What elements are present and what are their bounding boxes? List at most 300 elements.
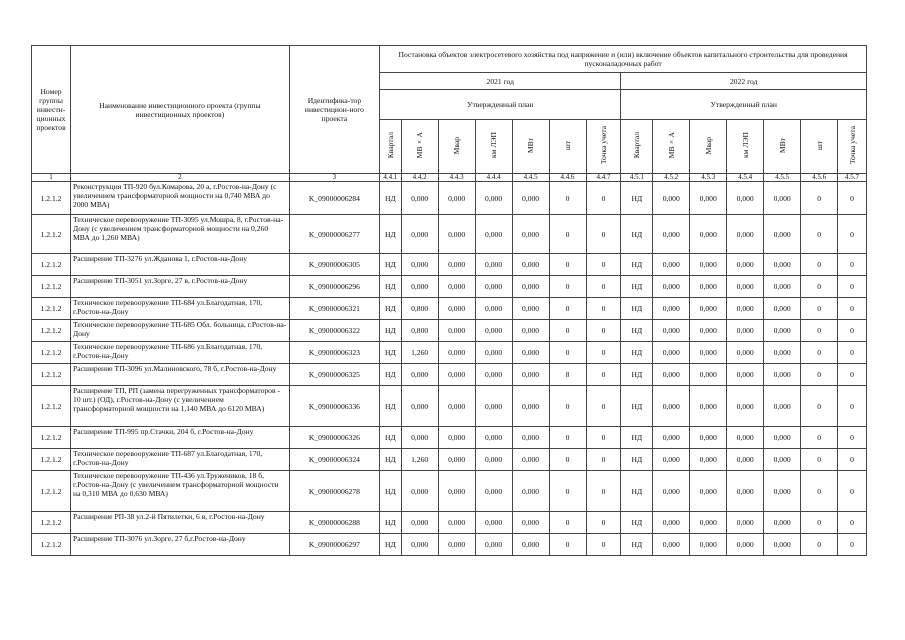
value-cell: 0,000 xyxy=(653,298,690,320)
project-name-cell: Реконструкция ТП-920 бул.Комарова, 20 а, г.Ростов-на-Дону (с увеличением трансформаторной мощности на 0,740 МВА до 2000 МВА) xyxy=(71,182,290,215)
value-cell: 0 xyxy=(801,342,838,364)
column-number: 4.4.3 xyxy=(438,174,475,182)
value-cell: 0,000 xyxy=(653,364,690,386)
value-cell: 0,000 xyxy=(727,512,764,534)
header-subcolumn xyxy=(380,120,402,174)
value-cell: 0 xyxy=(838,215,867,254)
value-cell: 0 xyxy=(549,215,586,254)
value-cell: 0,000 xyxy=(764,471,801,512)
value-cell: 0,000 xyxy=(690,534,727,556)
value-cell: НД xyxy=(621,298,653,320)
header-subcolumn xyxy=(512,120,549,174)
value-cell: 0,000 xyxy=(512,254,549,276)
value-cell: 0,000 xyxy=(475,512,512,534)
value-cell: НД xyxy=(621,254,653,276)
value-cell: 0,000 xyxy=(512,342,549,364)
group-number-cell: 1.2.1.2 xyxy=(32,254,71,276)
value-cell: 0,000 xyxy=(475,534,512,556)
table-row xyxy=(32,364,867,386)
value-cell: 0,000 xyxy=(401,512,438,534)
value-cell: 0,000 xyxy=(401,364,438,386)
column-number: 4.5.4 xyxy=(727,174,764,182)
value-cell: 0,000 xyxy=(653,320,690,342)
value-cell: 0 xyxy=(586,276,621,298)
value-cell: 0,000 xyxy=(653,512,690,534)
value-cell: 0,000 xyxy=(727,182,764,215)
group-number-cell: 1.2.1.2 xyxy=(32,449,71,471)
value-cell: НД xyxy=(380,364,402,386)
investment-table xyxy=(31,45,867,556)
value-cell: 0,000 xyxy=(653,254,690,276)
header-subcolumn-label: МВ×А xyxy=(666,132,676,159)
project-id-cell: K_09000006336 xyxy=(289,386,379,427)
header-subcolumn-label: км ЛЭП xyxy=(740,132,750,159)
value-cell: НД xyxy=(380,320,402,342)
value-cell: 0,000 xyxy=(438,386,475,427)
value-cell: 0,000 xyxy=(438,471,475,512)
value-cell: 0,000 xyxy=(727,320,764,342)
value-cell: 0,000 xyxy=(475,298,512,320)
value-cell: 0 xyxy=(586,320,621,342)
value-cell: 0 xyxy=(586,534,621,556)
value-cell: 0,000 xyxy=(764,298,801,320)
value-cell: 0,000 xyxy=(690,342,727,364)
value-cell: 1,260 xyxy=(401,449,438,471)
value-cell: 0,000 xyxy=(475,342,512,364)
value-cell: 0,000 xyxy=(512,276,549,298)
value-cell: 0,000 xyxy=(475,471,512,512)
value-cell: 0,000 xyxy=(653,534,690,556)
group-number-cell: 1.2.1.2 xyxy=(32,364,71,386)
value-cell: 0 xyxy=(838,298,867,320)
project-id-cell: K_09000006277 xyxy=(289,215,379,254)
project-name-cell: Техническое перевооружение ТП-686 ул.Благодатная, 170, г.Ростов-на-Дону xyxy=(71,342,290,364)
value-cell: НД xyxy=(621,276,653,298)
project-id-cell: K_09000006324 xyxy=(289,449,379,471)
value-cell: 0 xyxy=(549,386,586,427)
project-name-cell: Техническое перевооружение ТП-684 ул.Благодатная, 170, г.Ростов-на-Дону xyxy=(71,298,290,320)
header-subcolumn xyxy=(764,120,801,174)
value-cell: 0,000 xyxy=(653,427,690,449)
header-subcolumn xyxy=(549,120,586,174)
value-cell: 0 xyxy=(838,182,867,215)
value-cell: 0,000 xyxy=(401,254,438,276)
header-subcolumn-label: Точка учета xyxy=(847,126,857,165)
value-cell: 0 xyxy=(549,298,586,320)
value-cell: 0,000 xyxy=(475,386,512,427)
value-cell: НД xyxy=(380,386,402,427)
value-cell: 0 xyxy=(549,471,586,512)
value-cell: 0 xyxy=(586,298,621,320)
value-cell: 0,000 xyxy=(764,427,801,449)
value-cell: 0,000 xyxy=(690,427,727,449)
value-cell: 0,000 xyxy=(438,276,475,298)
column-number: 4.5.3 xyxy=(690,174,727,182)
value-cell: НД xyxy=(621,215,653,254)
project-name-cell: Техническое перевооружение ТП-436 ул.Тружеников, 18 б, г.Ростов-на-Дону (с увеличением трансформаторной мощности на 0,310 МВА до 0,630 МВА) xyxy=(71,471,290,512)
project-name-cell: Расширение ТП, РП (замена перегруженных трансформаторов - 10 шт.) (ОД), г.Ростов-на-Дону (с увеличением трансформаторной мощности на 1,140 МВА до 6120 МВА) xyxy=(71,386,290,427)
header-subcolumn xyxy=(801,120,838,174)
table-row xyxy=(32,534,867,556)
value-cell: НД xyxy=(621,342,653,364)
value-cell: 0 xyxy=(549,276,586,298)
table-header xyxy=(32,46,867,174)
value-cell: 0,000 xyxy=(690,215,727,254)
header-main-title: Постановка объектов электросетевого хозяйства под напряжение и (или) включение объектов капитального строительства для проведения пусконаладочных работ xyxy=(380,46,867,73)
value-cell: 0 xyxy=(801,276,838,298)
value-cell: НД xyxy=(380,298,402,320)
header-subcolumn xyxy=(475,120,512,174)
value-cell: НД xyxy=(621,320,653,342)
value-cell: 0,000 xyxy=(764,512,801,534)
value-cell: 0,000 xyxy=(727,364,764,386)
column-number: 4.4.2 xyxy=(401,174,438,182)
value-cell: 0 xyxy=(549,182,586,215)
value-cell: 0,000 xyxy=(764,254,801,276)
header-plan-2021: Утвержденный план xyxy=(380,90,621,120)
value-cell: 0,000 xyxy=(475,427,512,449)
value-cell: 0,000 xyxy=(727,254,764,276)
group-number-cell: 1.2.1.2 xyxy=(32,427,71,449)
value-cell: НД xyxy=(380,182,402,215)
value-cell: 0 xyxy=(801,427,838,449)
value-cell: 0,000 xyxy=(690,386,727,427)
value-cell: 0,000 xyxy=(727,215,764,254)
value-cell: 0 xyxy=(549,534,586,556)
project-id-cell: K_09000006297 xyxy=(289,534,379,556)
value-cell: 0 xyxy=(838,386,867,427)
value-cell: 0,000 xyxy=(438,449,475,471)
value-cell: 0,000 xyxy=(512,298,549,320)
value-cell: 0 xyxy=(801,320,838,342)
header-subcolumn xyxy=(727,120,764,174)
header-subcolumn-label: Мвар xyxy=(703,136,713,155)
value-cell: 0 xyxy=(549,427,586,449)
value-cell: НД xyxy=(621,512,653,534)
value-cell: 0,000 xyxy=(727,471,764,512)
value-cell: 0,000 xyxy=(764,276,801,298)
value-cell: 0,000 xyxy=(764,449,801,471)
value-cell: 0,000 xyxy=(764,182,801,215)
project-id-cell: K_09000006284 xyxy=(289,182,379,215)
project-id-cell: K_09000006305 xyxy=(289,254,379,276)
value-cell: 0 xyxy=(801,449,838,471)
value-cell: 0,000 xyxy=(438,427,475,449)
group-number-cell: 1.2.1.2 xyxy=(32,320,71,342)
value-cell: 1,260 xyxy=(401,342,438,364)
value-cell: НД xyxy=(621,386,653,427)
group-number-cell: 1.2.1.2 xyxy=(32,276,71,298)
value-cell: 0,000 xyxy=(653,449,690,471)
table-row xyxy=(32,182,867,215)
header-subcolumn xyxy=(690,120,727,174)
value-cell: 0 xyxy=(549,254,586,276)
value-cell: НД xyxy=(621,449,653,471)
table-row xyxy=(32,298,867,320)
value-cell: 0,000 xyxy=(727,427,764,449)
column-number-row xyxy=(32,174,867,182)
header-subcolumn xyxy=(621,120,653,174)
table-row xyxy=(32,254,867,276)
table-row xyxy=(32,427,867,449)
value-cell: 0,000 xyxy=(690,512,727,534)
value-cell: 0,000 xyxy=(438,298,475,320)
value-cell: 0,000 xyxy=(727,534,764,556)
value-cell: 0,000 xyxy=(475,449,512,471)
column-number: 2 xyxy=(71,174,290,182)
column-number: 4.4.4 xyxy=(475,174,512,182)
header-plan-2022: Утвержденный план xyxy=(621,90,867,120)
value-cell: 0,800 xyxy=(401,298,438,320)
column-number: 4.5.7 xyxy=(838,174,867,182)
value-cell: 0,000 xyxy=(438,534,475,556)
value-cell: 0 xyxy=(801,215,838,254)
value-cell: 0 xyxy=(586,364,621,386)
group-number-cell: 1.2.1.2 xyxy=(32,215,71,254)
value-cell: 0,000 xyxy=(438,512,475,534)
table-row xyxy=(32,449,867,471)
value-cell: 0 xyxy=(586,386,621,427)
project-id-cell: K_09000006325 xyxy=(289,364,379,386)
group-number-cell: 1.2.1.2 xyxy=(32,534,71,556)
table-row xyxy=(32,342,867,364)
column-number: 4.4.6 xyxy=(549,174,586,182)
header-subcolumn xyxy=(438,120,475,174)
value-cell: НД xyxy=(380,534,402,556)
value-cell: 8 xyxy=(549,364,586,386)
group-number-cell: 1.2.1.2 xyxy=(32,182,71,215)
value-cell: 0 xyxy=(549,512,586,534)
project-id-cell: K_09000006278 xyxy=(289,471,379,512)
value-cell: 0,000 xyxy=(438,320,475,342)
value-cell: 0 xyxy=(586,215,621,254)
project-name-cell: Расширение ТП-3076 ул.Зорге, 27 б,г.Ростов-на-Дону xyxy=(71,534,290,556)
value-cell: 0 xyxy=(586,471,621,512)
value-cell: 0 xyxy=(801,386,838,427)
value-cell: 0,000 xyxy=(438,254,475,276)
value-cell: НД xyxy=(621,427,653,449)
value-cell: НД xyxy=(380,449,402,471)
value-cell: 0,000 xyxy=(512,512,549,534)
value-cell: 0,000 xyxy=(690,449,727,471)
header-subcolumn-label: МВт xyxy=(526,137,536,154)
value-cell: НД xyxy=(621,364,653,386)
header-group-number: Номер группы инвести-ционных проектов xyxy=(32,46,71,174)
value-cell: НД xyxy=(380,215,402,254)
value-cell: 0,000 xyxy=(764,320,801,342)
header-subcolumn xyxy=(401,120,438,174)
column-number: 4.4.7 xyxy=(586,174,621,182)
value-cell: 0,000 xyxy=(475,276,512,298)
project-name-cell: Расширение ТП-3051 ул.Зорге, 27 в, г.Ростов-на-Дону xyxy=(71,276,290,298)
value-cell: 0 xyxy=(586,342,621,364)
column-number: 4.4.5 xyxy=(512,174,549,182)
value-cell: 0 xyxy=(838,276,867,298)
header-subcolumn-label: Мвар xyxy=(452,136,462,155)
value-cell: 0 xyxy=(549,320,586,342)
value-cell: 0 xyxy=(801,364,838,386)
value-cell: 0 xyxy=(838,427,867,449)
table-row xyxy=(32,276,867,298)
header-identifier: Идентифика-тор инвестицион-ного проекта xyxy=(289,46,379,174)
value-cell: 0,000 xyxy=(764,215,801,254)
table-row xyxy=(32,215,867,254)
value-cell: 0 xyxy=(838,342,867,364)
value-cell: 0,000 xyxy=(764,364,801,386)
value-cell: 0,000 xyxy=(438,182,475,215)
header-subcolumn-label: Точка учета xyxy=(598,126,608,165)
column-number: 4.5.6 xyxy=(801,174,838,182)
header-year-2022: 2022 год xyxy=(621,73,867,90)
column-number: 3 xyxy=(289,174,379,182)
value-cell: НД xyxy=(621,534,653,556)
group-number-cell: 1.2.1.2 xyxy=(32,298,71,320)
header-subcolumn-label: МВ×А xyxy=(415,132,425,159)
value-cell: 0,000 xyxy=(512,449,549,471)
value-cell: 0,000 xyxy=(401,276,438,298)
value-cell: 0,000 xyxy=(512,427,549,449)
value-cell: 0,000 xyxy=(512,386,549,427)
value-cell: 0,000 xyxy=(653,182,690,215)
value-cell: НД xyxy=(621,182,653,215)
value-cell: 0,000 xyxy=(690,254,727,276)
value-cell: 0 xyxy=(801,471,838,512)
value-cell: 0 xyxy=(838,471,867,512)
value-cell: 0,000 xyxy=(653,342,690,364)
value-cell: 0,000 xyxy=(438,215,475,254)
table-row xyxy=(32,320,867,342)
project-name-cell: Техническое перевооружение ТП-685 Обл. больница, г.Ростов-на-Дону xyxy=(71,320,290,342)
header-subcolumn-label: км ЛЭП xyxy=(489,132,499,159)
value-cell: 0,000 xyxy=(401,427,438,449)
value-cell: 0,000 xyxy=(690,182,727,215)
header-project-name: Наименование инвестиционного проекта (группы инвестиционных проектов) xyxy=(71,46,290,174)
value-cell: 0,000 xyxy=(475,364,512,386)
value-cell: 0 xyxy=(801,534,838,556)
value-cell: 0 xyxy=(801,298,838,320)
project-name-cell: Техническое перевооружение ТП-3095 ул.Мошра, 8, г.Ростов-на-Дону (с увеличением трансформаторной мощности на 0,260 МВА до 1,260 МВА) xyxy=(71,215,290,254)
value-cell: 0 xyxy=(838,534,867,556)
project-name-cell: Расширение ТП-3276 ул.Жданова 1, г.Ростов-на-Дону xyxy=(71,254,290,276)
value-cell: 0 xyxy=(586,449,621,471)
value-cell: 0,000 xyxy=(690,471,727,512)
value-cell: 0,000 xyxy=(401,215,438,254)
value-cell: 0,000 xyxy=(512,320,549,342)
header-subcolumn-label: Квартал xyxy=(632,132,642,159)
group-number-cell: 1.2.1.2 xyxy=(32,342,71,364)
value-cell: 0,000 xyxy=(475,254,512,276)
value-cell: 0 xyxy=(838,364,867,386)
value-cell: 0,000 xyxy=(690,364,727,386)
header-subcolumn-label: МВт xyxy=(777,137,787,154)
header-subcolumn-label: шт xyxy=(814,140,824,151)
project-id-cell: K_09000006323 xyxy=(289,342,379,364)
value-cell: 0,000 xyxy=(512,534,549,556)
value-cell: 0 xyxy=(586,427,621,449)
value-cell: 0 xyxy=(838,320,867,342)
header-subcolumn xyxy=(653,120,690,174)
value-cell: 0,000 xyxy=(401,182,438,215)
project-id-cell: K_09000006296 xyxy=(289,276,379,298)
value-cell: 0,000 xyxy=(438,364,475,386)
column-number: 1 xyxy=(32,174,71,182)
value-cell: 0,000 xyxy=(690,320,727,342)
value-cell: НД xyxy=(380,471,402,512)
project-id-cell: K_09000006322 xyxy=(289,320,379,342)
value-cell: 0,000 xyxy=(653,276,690,298)
project-id-cell: K_09000006288 xyxy=(289,512,379,534)
value-cell: 0 xyxy=(586,182,621,215)
value-cell: 0,000 xyxy=(438,342,475,364)
table-row xyxy=(32,512,867,534)
value-cell: 0,000 xyxy=(512,471,549,512)
value-cell: 0,000 xyxy=(512,182,549,215)
value-cell: 0,000 xyxy=(764,534,801,556)
group-number-cell: 1.2.1.2 xyxy=(32,386,71,427)
value-cell: 0,000 xyxy=(475,320,512,342)
table-row xyxy=(32,471,867,512)
value-cell: 0,000 xyxy=(727,449,764,471)
value-cell: 0,000 xyxy=(727,298,764,320)
value-cell: 0,000 xyxy=(764,386,801,427)
value-cell: 0 xyxy=(549,449,586,471)
project-name-cell: Техническое перевооружение ТП-687 ул.Благодатная, 170, г.Ростов-на-Дону xyxy=(71,449,290,471)
value-cell: 0,000 xyxy=(401,386,438,427)
value-cell: 0,000 xyxy=(475,182,512,215)
value-cell: 0,000 xyxy=(727,276,764,298)
value-cell: 0,000 xyxy=(512,215,549,254)
header-subcolumn-label: Квартал xyxy=(385,132,395,159)
value-cell: 0,000 xyxy=(653,471,690,512)
header-subcolumn xyxy=(586,120,621,174)
header-subcolumn-label: шт xyxy=(563,140,573,151)
value-cell: 0 xyxy=(838,449,867,471)
value-cell: 0,000 xyxy=(727,342,764,364)
value-cell: 0 xyxy=(549,342,586,364)
value-cell: 0 xyxy=(801,254,838,276)
column-number: 4.4.1 xyxy=(380,174,402,182)
value-cell: 0,000 xyxy=(401,471,438,512)
value-cell: 0,000 xyxy=(401,534,438,556)
value-cell: 0 xyxy=(586,512,621,534)
value-cell: 0,000 xyxy=(690,298,727,320)
value-cell: НД xyxy=(380,254,402,276)
value-cell: 0 xyxy=(838,254,867,276)
value-cell: НД xyxy=(380,342,402,364)
table-body xyxy=(32,174,867,556)
value-cell: НД xyxy=(380,512,402,534)
value-cell: НД xyxy=(621,471,653,512)
value-cell: 0,000 xyxy=(512,364,549,386)
value-cell: 0,000 xyxy=(475,215,512,254)
value-cell: 0,000 xyxy=(690,276,727,298)
column-number: 4.5.2 xyxy=(653,174,690,182)
header-year-2021: 2021 год xyxy=(380,73,621,90)
column-number: 4.5.1 xyxy=(621,174,653,182)
value-cell: 0 xyxy=(801,182,838,215)
header-subcolumn xyxy=(838,120,867,174)
project-id-cell: K_09000006321 xyxy=(289,298,379,320)
project-name-cell: Расширение ТП-995 пр.Стачки, 204 б, г.Ростов-на-Дону xyxy=(71,427,290,449)
value-cell: НД xyxy=(380,276,402,298)
value-cell: 0,000 xyxy=(764,342,801,364)
column-number: 4.5.5 xyxy=(764,174,801,182)
value-cell: 0,000 xyxy=(653,215,690,254)
group-number-cell: 1.2.1.2 xyxy=(32,512,71,534)
project-name-cell: Расширение РП-38 ул.2-й Пятилетки, 6 в, г.Ростов-на-Дону xyxy=(71,512,290,534)
value-cell: 0,800 xyxy=(401,320,438,342)
value-cell: 0 xyxy=(586,254,621,276)
